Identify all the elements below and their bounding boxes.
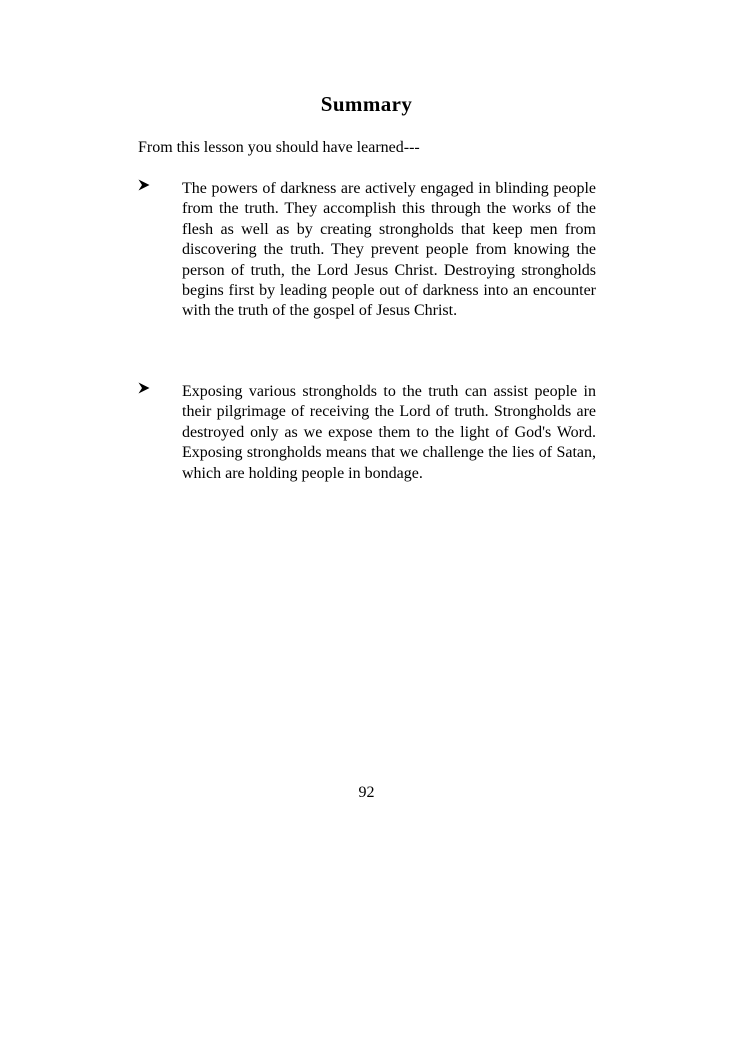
arrowhead-bullet-icon (138, 382, 150, 394)
page-title: Summary (320, 92, 413, 116)
arrowhead-bullet-icon (138, 179, 150, 191)
list-item-text: The powers of darkness are actively engaged in blinding people from the truth. They accomplish this through the works of the flesh as well as by creating strongholds that keep men from discovering the truth. They prevent people from knowing the person of truth, the Lord Jesus Christ. Destroying strongholds begins first by leading people out of darkness into an encounter with the truth of the gospel of Jesus Christ. (182, 180, 596, 320)
list-item-text: Exposing various strongholds to the truth can assist people in their pilgrimage of receiving the Lord of truth. Strongholds are destroyed only as we expose them to the light of God's Word. Exposing strongholds means that we challenge the lies of Satan, which are holding people in bondage. (182, 383, 596, 482)
intro-text: From this lesson you should have learned--- (138, 139, 420, 156)
page-number: 92 (358, 784, 375, 801)
